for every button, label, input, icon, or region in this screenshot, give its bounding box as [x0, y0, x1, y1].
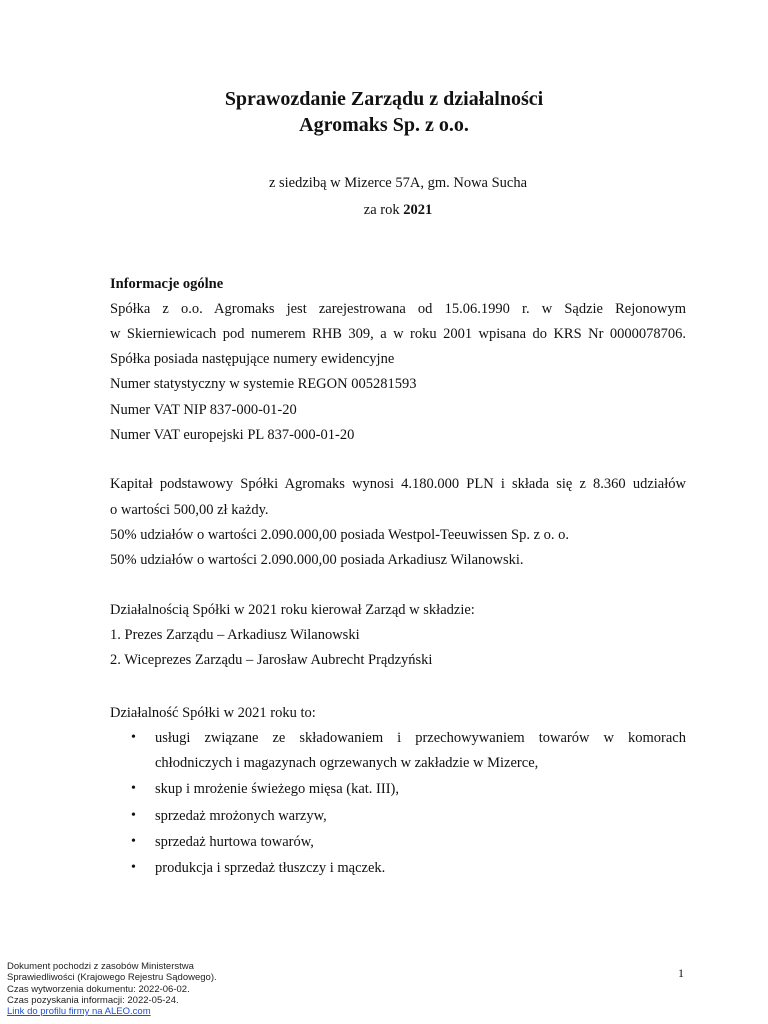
report-year: 2021: [403, 202, 433, 218]
section-heading-general-info: Informacje ogólne: [110, 276, 224, 292]
report-year-line: [0, 200, 768, 220]
page-number: 1: [678, 966, 684, 980]
document-title-line-2: Agromaks Sp. z o.o.: [299, 114, 469, 136]
activity-intro: Działalność Spółki w 2021 roku to:: [110, 705, 316, 721]
board-intro: Działalnością Spółki w 2021 roku kierował Zarząd w składzie:: [110, 602, 475, 618]
eu-vat-number: Numer VAT europejski PL 837-000-01-20: [110, 427, 355, 443]
capital-line-1: Kapitał podstawowy Spółki Agromaks wynosi 4.180.000 PLN i składa się z 8.360 udziałów: [110, 476, 686, 492]
footer-source-line-1: Dokument pochodzi z zasobów Ministerstwa: [7, 961, 194, 972]
shareholder-2: 50% udziałów o wartości 2.090.000,00 posiada Arkadiusz Wilanowski.: [110, 552, 524, 568]
activity-item-5: produkcja i sprzedaż tłuszczy i mączek.: [155, 860, 386, 876]
footer-source-line-2: Sprawiedliwości (Krajowego Rejestru Sądowego).: [7, 972, 217, 983]
general-info-line-3: Spółka posiada następujące numery ewidencyjne: [110, 351, 395, 367]
regon-number: Numer statystyczny w systemie REGON 005281593: [110, 376, 417, 392]
nip-number: Numer VAT NIP 837-000-01-20: [110, 402, 297, 418]
board-member-2: 2. Wiceprezes Zarządu – Jarosław Aubrecht Prądzyński: [110, 652, 433, 668]
footer-retrieved-date: Czas pozyskania informacji: 2022-05-24.: [7, 995, 179, 1006]
board-member-1: 1. Prezes Zarządu – Arkadiusz Wilanowski: [110, 627, 360, 643]
bullet-icon: •: [131, 860, 136, 875]
general-info-line-2: w Skierniewicach pod numerem RHB 309, a w roku 2001 wpisana do KRS Nr 0000078706.: [110, 326, 686, 342]
footer-created-date: Czas wytworzenia dokumentu: 2022-06-02.: [7, 984, 190, 995]
bullet-icon: •: [131, 781, 136, 796]
general-info-line-1: Spółka z o.o. Agromaks jest zarejestrowana od 15.06.1990 r. w Sądzie Rejonowym: [110, 301, 686, 317]
activity-item-4: sprzedaż hurtowa towarów,: [155, 834, 314, 850]
bullet-icon: •: [131, 730, 136, 745]
bullet-icon: •: [131, 808, 136, 823]
activity-item-1-line-1: usługi związane ze składowaniem i przechowywaniem towarów w komorach: [155, 730, 686, 746]
aleo-profile-link[interactable]: Link do profilu firmy na ALEO.com: [7, 1006, 151, 1017]
bullet-icon: •: [131, 834, 136, 849]
activity-item-1-line-2: chłodniczych i magazynach ogrzewanych w zakładzie w Mizerce,: [155, 755, 539, 771]
capital-line-2: o wartości 500,00 zł każdy.: [110, 502, 269, 518]
company-seat: z siedzibą w Mizerce 57A, gm. Nowa Sucha: [268, 175, 528, 191]
activity-item-2: skup i mrożenie świeżego mięsa (kat. III),: [155, 781, 399, 797]
document-title-line-1: Sprawozdanie Zarządu z działalności: [224, 88, 544, 110]
activity-item-3: sprzedaż mrożonych warzyw,: [155, 808, 327, 824]
shareholder-1: 50% udziałów o wartości 2.090.000,00 posiada Westpol-Teeuwissen Sp. z o. o.: [110, 527, 570, 543]
report-year-prefix: za rok: [363, 202, 404, 218]
